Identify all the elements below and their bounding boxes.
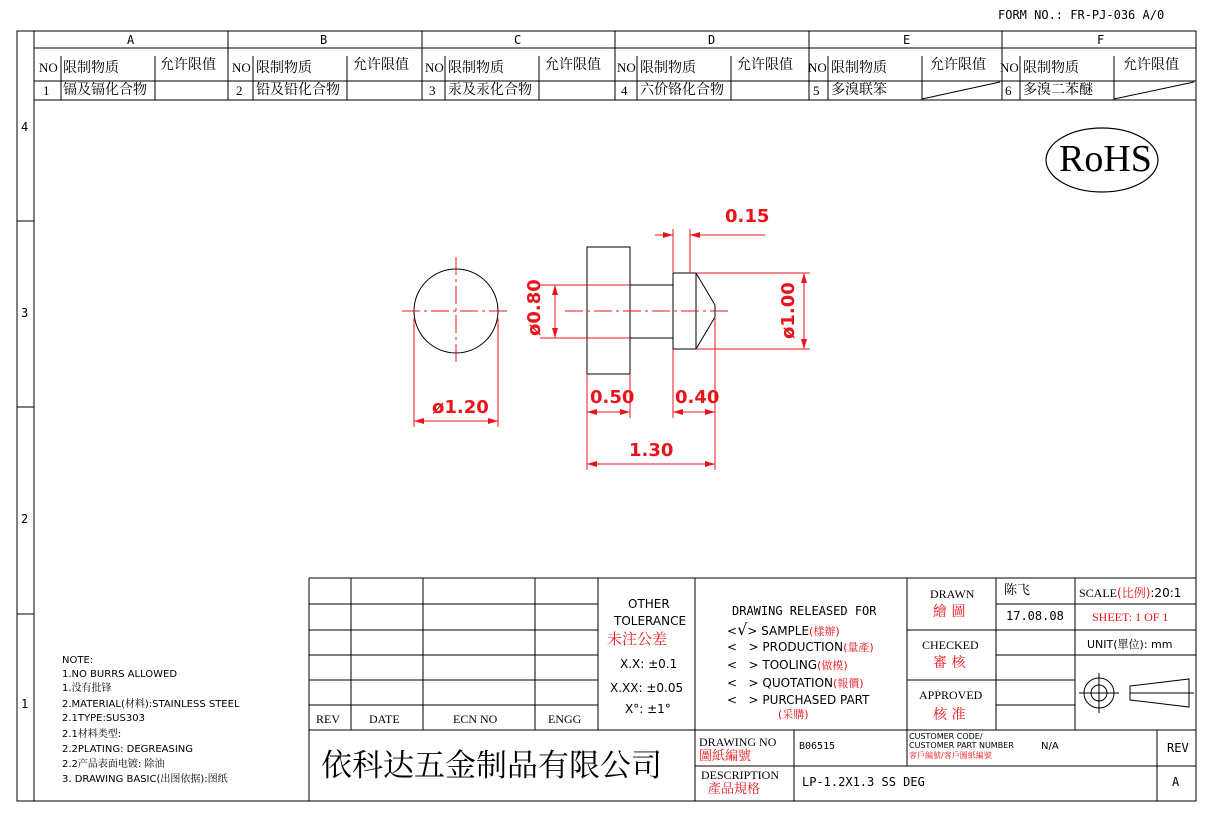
tolerance-angle: X°: ±1° xyxy=(625,702,671,716)
item-name-5: 多溴联笨 xyxy=(831,82,887,98)
header-substance-a: 限制物质 xyxy=(63,60,119,76)
drawing-no-label-cn: 圖紙編號 xyxy=(699,749,752,764)
note-line: NOTE: xyxy=(62,655,94,666)
item-no-2: 2 xyxy=(236,83,243,98)
note-line: 1.NO BURRS ALLOWED xyxy=(62,669,178,680)
item-name-4: 六价铬化合物 xyxy=(640,82,724,98)
item-no-3: 3 xyxy=(429,83,436,98)
header-no-e: NO xyxy=(808,60,827,75)
dim-tip-diameter: ø1.00 xyxy=(778,282,799,339)
zone-col-e: E xyxy=(903,33,911,47)
drawing-no-value: B06515 xyxy=(799,741,836,752)
rev-value: A xyxy=(1172,775,1180,789)
unit-field: UNIT(單位): mm xyxy=(1087,638,1173,651)
zone-row-3: 3 xyxy=(21,306,29,320)
zone-col-c: C xyxy=(514,33,522,47)
release-purchased-cn: (采購) xyxy=(778,708,809,721)
rohs-label: RoHS xyxy=(1059,138,1152,180)
tolerance-title-1: OTHER xyxy=(628,597,670,611)
drawn-label: DRAWN xyxy=(930,587,975,601)
tolerance-xxx: X.XX: ±0.05 xyxy=(610,681,684,695)
zone-col-d: D xyxy=(708,33,716,47)
note-line: 2.1材料类型: xyxy=(62,729,122,740)
drawn-by: 陈飞 xyxy=(1004,583,1031,598)
note-line: 2.1TYPE:SUS303 xyxy=(62,713,145,724)
tolerance-title-2: TOLERANCE xyxy=(614,614,687,628)
note-line: 1.没有批锋 xyxy=(62,683,112,694)
form-number: FORM NO.: FR-PJ-036 A/0 xyxy=(998,8,1165,22)
customer-code-label-cn: 客戶編號/客戶圖紙編號 xyxy=(909,751,992,760)
header-no-c: NO xyxy=(425,60,444,75)
item-name-6: 多溴二苯醚 xyxy=(1023,82,1093,98)
release-title: DRAWING RELEASED FOR xyxy=(732,604,877,618)
header-limit-c: 允许限值 xyxy=(545,57,601,73)
item-name-3: 汞及汞化合物 xyxy=(448,82,532,98)
header-limit-e: 允许限值 xyxy=(930,57,986,73)
release-item-production[interactable]: < > PRODUCTION(量產) xyxy=(727,640,874,654)
item-no-6: 6 xyxy=(1005,83,1012,98)
dim-head-diameter: ø1.20 xyxy=(432,397,489,418)
checked-label: CHECKED xyxy=(922,638,979,652)
header-limit-b: 允许限值 xyxy=(353,57,409,73)
scale-field: SCALE(比例):20:1 xyxy=(1079,586,1182,600)
header-no-d: NO xyxy=(617,60,636,75)
dim-shaft-diameter: ø0.80 xyxy=(524,279,545,336)
header-no-a: NO xyxy=(39,60,58,75)
description-value: LP-1.2X1.3 SS DEG xyxy=(802,775,925,789)
dim-overall-length: 1.30 xyxy=(629,440,674,461)
zone-row-2: 2 xyxy=(21,512,29,526)
release-item-quotation[interactable]: < > QUOTATION(報價) xyxy=(727,676,864,690)
company-name: 依科达五金制品有限公司 xyxy=(321,748,662,784)
drawn-label-cn: 繪 圖 xyxy=(933,604,966,620)
drawn-date: 17.08.08 xyxy=(1006,609,1064,623)
header-limit-d: 允许限值 xyxy=(737,57,793,73)
header-limit-f: 允许限值 xyxy=(1123,57,1179,73)
checked-label-cn: 審 核 xyxy=(933,655,966,671)
engg-header: ENGG xyxy=(548,712,582,726)
tolerance-xx: X.X: ±0.1 xyxy=(620,657,678,671)
header-substance-b: 限制物质 xyxy=(256,60,312,76)
tolerance-title-cn: 未注公差 xyxy=(607,630,668,648)
projection-symbol-icon xyxy=(1079,673,1194,713)
dim-head-thickness: 0.50 xyxy=(590,387,635,408)
dim-chamfer: 0.15 xyxy=(725,206,770,227)
description-label: DESCRIPTION xyxy=(701,768,780,782)
customer-code-value: N/A xyxy=(1041,741,1059,752)
dim-tip-length: 0.40 xyxy=(675,387,720,408)
header-substance-d: 限制物质 xyxy=(640,60,696,76)
customer-code-label-1: CUSTOMER CODE/ xyxy=(909,732,983,741)
ecn-header: ECN NO xyxy=(453,712,498,726)
rev-header: REV xyxy=(316,712,340,726)
item-no-1: 1 xyxy=(43,83,50,98)
date-header: DATE xyxy=(369,712,400,726)
header-substance-e: 限制物质 xyxy=(831,60,887,76)
item-no-4: 4 xyxy=(621,83,628,98)
description-label-cn: 產品規格 xyxy=(708,782,761,797)
zone-col-f: F xyxy=(1097,33,1105,47)
item-no-5: 5 xyxy=(813,83,820,98)
approved-label-cn: 核 准 xyxy=(933,707,966,723)
header-substance-c: 限制物质 xyxy=(448,60,504,76)
side-view xyxy=(540,229,810,470)
header-no-f: NO xyxy=(1000,60,1019,75)
zone-col-a: A xyxy=(127,33,135,47)
header-limit-a: 允许限值 xyxy=(160,57,216,73)
approved-label: APPROVED xyxy=(919,688,983,702)
release-item-purchased[interactable]: < > PURCHASED PART xyxy=(727,693,870,707)
header-no-b: NO xyxy=(232,60,251,75)
zone-row-4: 4 xyxy=(21,120,29,134)
sheet-field: SHEET: 1 OF 1 xyxy=(1092,610,1169,624)
note-line: 2.2PLATING: DEGREASING xyxy=(62,744,194,755)
item-name-2: 铅及铅化合物 xyxy=(256,82,340,98)
item-name-1: 镉及镉化合物 xyxy=(63,82,147,98)
release-item-tooling[interactable]: < > TOOLING(做模) xyxy=(727,658,848,672)
header-substance-f: 限制物质 xyxy=(1023,60,1079,76)
drawing-no-label: DRAWING NO xyxy=(699,735,777,749)
rev-label: REV xyxy=(1167,741,1189,755)
checkmark-icon: √ xyxy=(737,620,748,639)
zone-col-b: B xyxy=(320,33,328,47)
note-line: 2.MATERIAL(材料):STAINLESS STEEL xyxy=(62,699,240,710)
customer-code-label-2: CUSTOMER PART NUMBER xyxy=(909,741,1014,750)
zone-row-1: 1 xyxy=(21,697,29,711)
note-line: 2.2产品表面电镀: 除油 xyxy=(62,759,165,770)
release-item-sample[interactable]: <√> SAMPLE(樣辦) xyxy=(727,620,840,639)
note-line: 3. DRAWING BASIC(出图依据):图纸 xyxy=(62,774,228,785)
